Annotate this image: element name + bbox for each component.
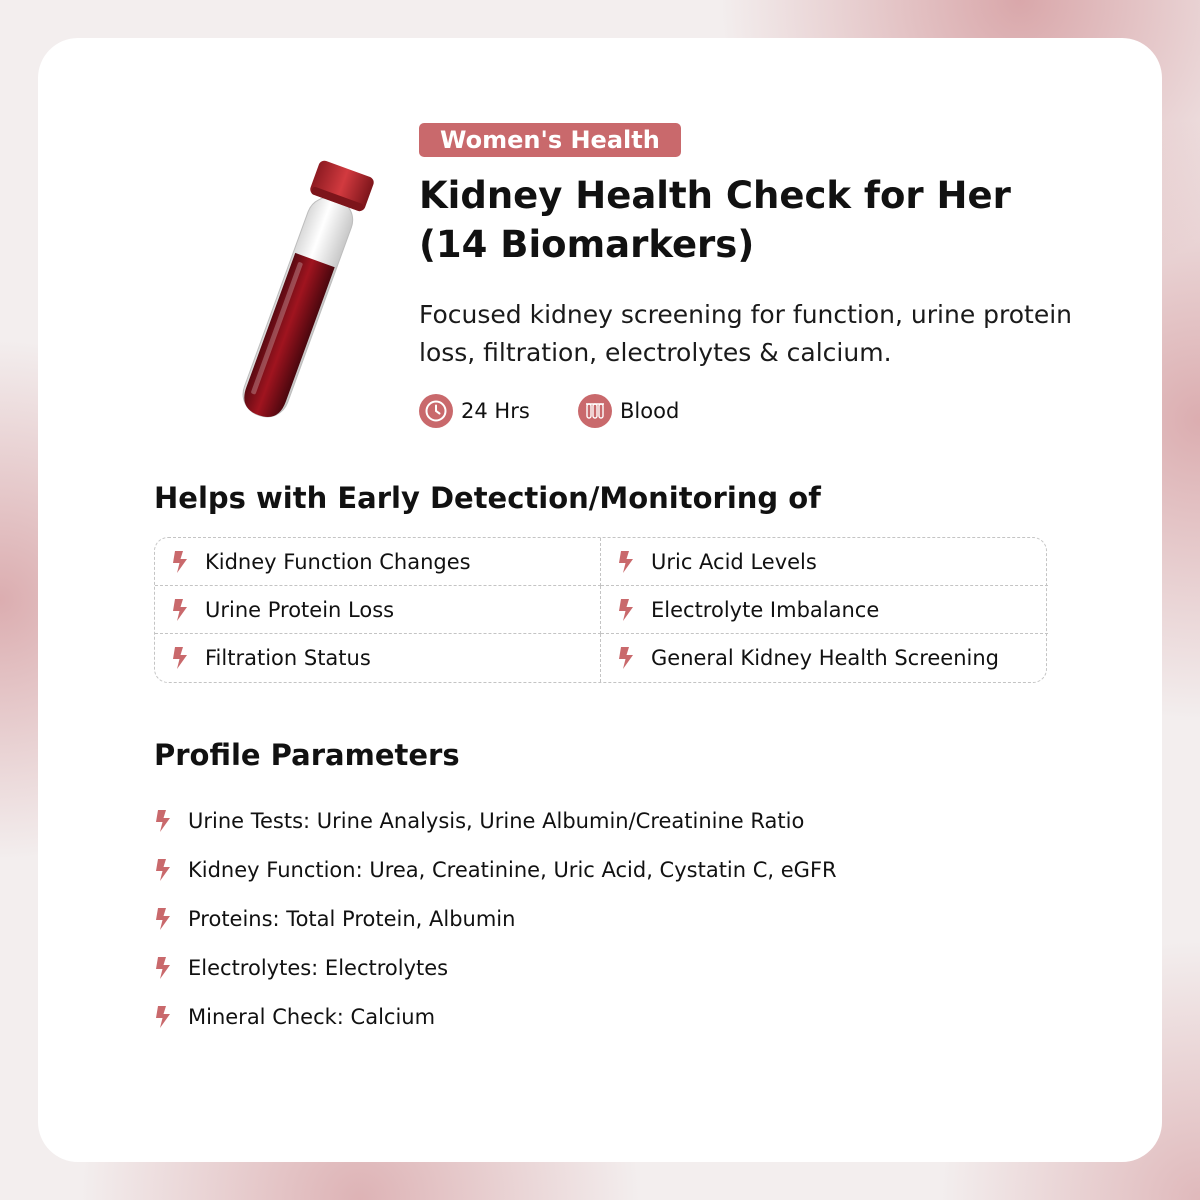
product-card [38, 38, 1162, 1162]
bolt-icon [154, 1005, 174, 1029]
detection-item [155, 538, 601, 586]
parameter-item [154, 796, 1054, 845]
detection-item [155, 586, 601, 634]
bolt-icon [154, 907, 174, 931]
clock-icon [419, 394, 453, 428]
category-badge: Women's Health [419, 123, 681, 157]
sample-info [578, 394, 679, 428]
detection-item-label: General Kidney Health Screening [651, 646, 1000, 670]
parameter-item [154, 992, 1054, 1041]
product-description-line2: loss, filtration, electrolytes & calcium. [419, 338, 892, 367]
test-tubes-icon [578, 394, 612, 428]
detection-item [601, 538, 1048, 586]
product-description [419, 296, 1139, 372]
bolt-icon [617, 598, 637, 622]
detection-item-label: Filtration Status [205, 646, 371, 670]
blood-test-tube-image [208, 153, 398, 433]
sample-label: Blood [620, 399, 680, 423]
bolt-icon [154, 809, 174, 833]
parameter-item-label: Proteins: Total Protein, Albumin [188, 906, 516, 931]
parameter-item-label: Kidney Function: Urea, Creatinine, Uric Acid, Cystatin C, eGFR [188, 857, 837, 882]
parameters-list [154, 796, 1054, 1041]
bolt-icon [154, 858, 174, 882]
bolt-icon [171, 646, 191, 670]
bolt-icon [617, 550, 637, 574]
detection-grid [154, 537, 1047, 683]
detection-item-label: Kidney Function Changes [205, 549, 471, 574]
detection-item [155, 634, 601, 682]
detection-item [601, 586, 1048, 634]
parameter-item-label: Electrolytes: Electrolytes [188, 955, 449, 980]
product-title [419, 171, 1099, 269]
detection-item-label: Electrolyte Imbalance [651, 597, 880, 622]
bolt-icon [171, 598, 191, 622]
product-description-line1: Focused kidney screening for function, urine protein [419, 300, 1073, 329]
detection-item-label: Urine Protein Loss [205, 597, 395, 622]
detection-item-label: Uric Acid Levels [651, 549, 817, 574]
bolt-icon [617, 646, 637, 670]
parameter-item-label: Mineral Check: Calcium [188, 1004, 436, 1029]
parameter-item-label: Urine Tests: Urine Analysis, Urine Albumin/Creatinine Ratio [188, 808, 805, 833]
turnaround-info [419, 394, 530, 428]
bolt-icon [171, 550, 191, 574]
parameter-item [154, 845, 1054, 894]
bolt-icon [154, 956, 174, 980]
parameters-heading: Profile Parameters [154, 738, 460, 772]
detection-item [601, 634, 1048, 682]
parameter-item [154, 943, 1054, 992]
product-title-line2: (14 Biomarkers) [419, 223, 755, 266]
product-title-line1: Kidney Health Check for Her [419, 174, 1011, 217]
turnaround-label: 24 Hrs [461, 399, 530, 423]
detection-heading: Helps with Early Detection/Monitoring of [154, 481, 821, 515]
parameter-item [154, 894, 1054, 943]
